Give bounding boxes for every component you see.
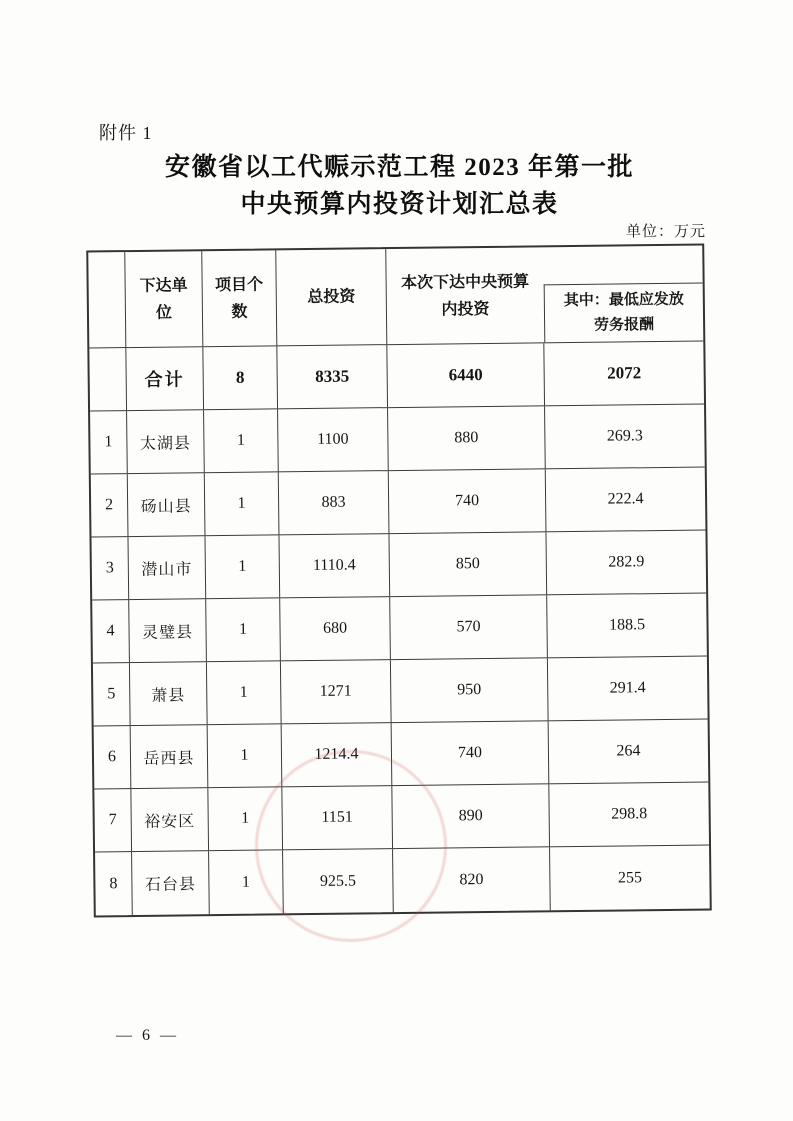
- row-unit: 石台县: [132, 851, 210, 915]
- header-labor-remuneration-cell: [544, 283, 704, 343]
- row-unit: 潜山市: [128, 536, 206, 599]
- investment-summary-table: [86, 244, 712, 918]
- row-central-budget-investment: 820: [393, 847, 551, 912]
- row-project-count: 1: [206, 598, 281, 661]
- row-index: 5: [93, 663, 131, 725]
- row-index: 8: [95, 852, 133, 915]
- header-labor-remuneration-label: 其中：最低应发放劳务报酬: [563, 291, 684, 334]
- attachment-label: 附件 1: [99, 123, 153, 143]
- total-label: 合计: [126, 347, 204, 410]
- row-central-budget-investment: 850: [389, 532, 547, 596]
- total-labor-remuneration: 2072: [607, 363, 642, 383]
- header-unit-label: 下达单位: [139, 276, 188, 322]
- row-labor-remuneration: 291.4: [609, 679, 646, 697]
- row-central-budget-investment: 740: [392, 721, 550, 785]
- row-project-count: 1: [207, 661, 282, 724]
- title-line-2: 中央预算内投资计划汇总表: [240, 191, 559, 218]
- row-unit: 萧县: [130, 662, 208, 725]
- header-central-budget-label: 本次下达中央预算内投资: [401, 273, 530, 319]
- row-labor-remuneration: 188.5: [608, 616, 646, 634]
- row-central-budget-investment: 950: [391, 658, 549, 722]
- row-project-count: 1: [208, 724, 283, 787]
- table-row: [95, 846, 710, 916]
- row-central-budget-investment: 570: [390, 595, 548, 659]
- row-labor-remuneration: 255: [617, 868, 642, 887]
- header-central-budget-group-cell: [386, 246, 703, 345]
- row-index: 4: [92, 600, 130, 662]
- row-index: 2: [91, 474, 129, 536]
- row-total-investment: 1214.4: [282, 723, 393, 786]
- row-index: 3: [91, 537, 129, 599]
- row-unit: 裕安区: [131, 788, 209, 851]
- row-project-count: 1: [205, 535, 280, 598]
- row-central-budget-investment: 890: [392, 784, 550, 848]
- row-unit: 太湖县: [127, 410, 205, 473]
- header-total-investment-cell: [276, 249, 387, 345]
- row-labor-remuneration: 282.9: [608, 553, 645, 571]
- total-project-count: 8: [203, 346, 278, 409]
- total-total-investment: 8335: [277, 345, 388, 408]
- table-row: [93, 657, 708, 727]
- header-project-count-label: 项目个数: [215, 276, 264, 321]
- row-project-count: 1: [208, 787, 283, 850]
- header-unit-cell: [125, 251, 203, 347]
- unit-note: 单位：万元: [625, 224, 706, 240]
- row-project-count: 1: [205, 472, 280, 535]
- row-labor-remuneration: 298.8: [611, 805, 648, 823]
- row-total-investment: 1271: [281, 660, 392, 723]
- total-central-budget-investment: 6440: [387, 343, 545, 407]
- row-total-investment: 1151: [282, 786, 393, 849]
- table-row: [92, 594, 707, 664]
- row-total-investment: 680: [280, 597, 391, 660]
- row-index: 6: [94, 726, 132, 788]
- row-central-budget-investment: 740: [389, 469, 547, 533]
- row-central-budget-investment: 880: [388, 406, 546, 470]
- row-labor-remuneration: 264: [616, 742, 641, 760]
- table-row: [94, 720, 709, 790]
- table-row: [91, 531, 706, 601]
- row-project-count: 1: [204, 409, 279, 472]
- title-line-1: 安徽省以工代赈示范工程 2023 年第一批: [164, 154, 634, 181]
- row-labor-remuneration: 222.4: [607, 490, 644, 508]
- row-total-investment: 1110.4: [279, 534, 390, 597]
- document-title: [3, 149, 793, 223]
- row-project-count: 1: [209, 850, 284, 914]
- table-header-row: [88, 246, 703, 349]
- table-row: [94, 783, 709, 853]
- row-unit: 灵璧县: [129, 599, 207, 662]
- row-total-investment: 883: [279, 471, 390, 534]
- row-unit: 砀山县: [128, 473, 206, 536]
- row-total-investment: 925.5: [283, 849, 394, 913]
- table-row: [90, 405, 705, 475]
- table-total-row: [89, 342, 704, 412]
- total-index-cell: [89, 348, 127, 410]
- row-index: 1: [90, 411, 128, 473]
- page-number: — 6 —: [116, 1027, 179, 1044]
- header-index-cell: [88, 252, 126, 347]
- header-total-investment-label: 总投资: [307, 288, 356, 307]
- row-labor-remuneration: 269.3: [606, 427, 643, 445]
- row-total-investment: 1100: [278, 408, 389, 471]
- table-row: [91, 468, 706, 538]
- row-index: 7: [94, 789, 132, 851]
- header-project-count-cell: [202, 250, 277, 346]
- row-unit: 岳西县: [131, 725, 209, 788]
